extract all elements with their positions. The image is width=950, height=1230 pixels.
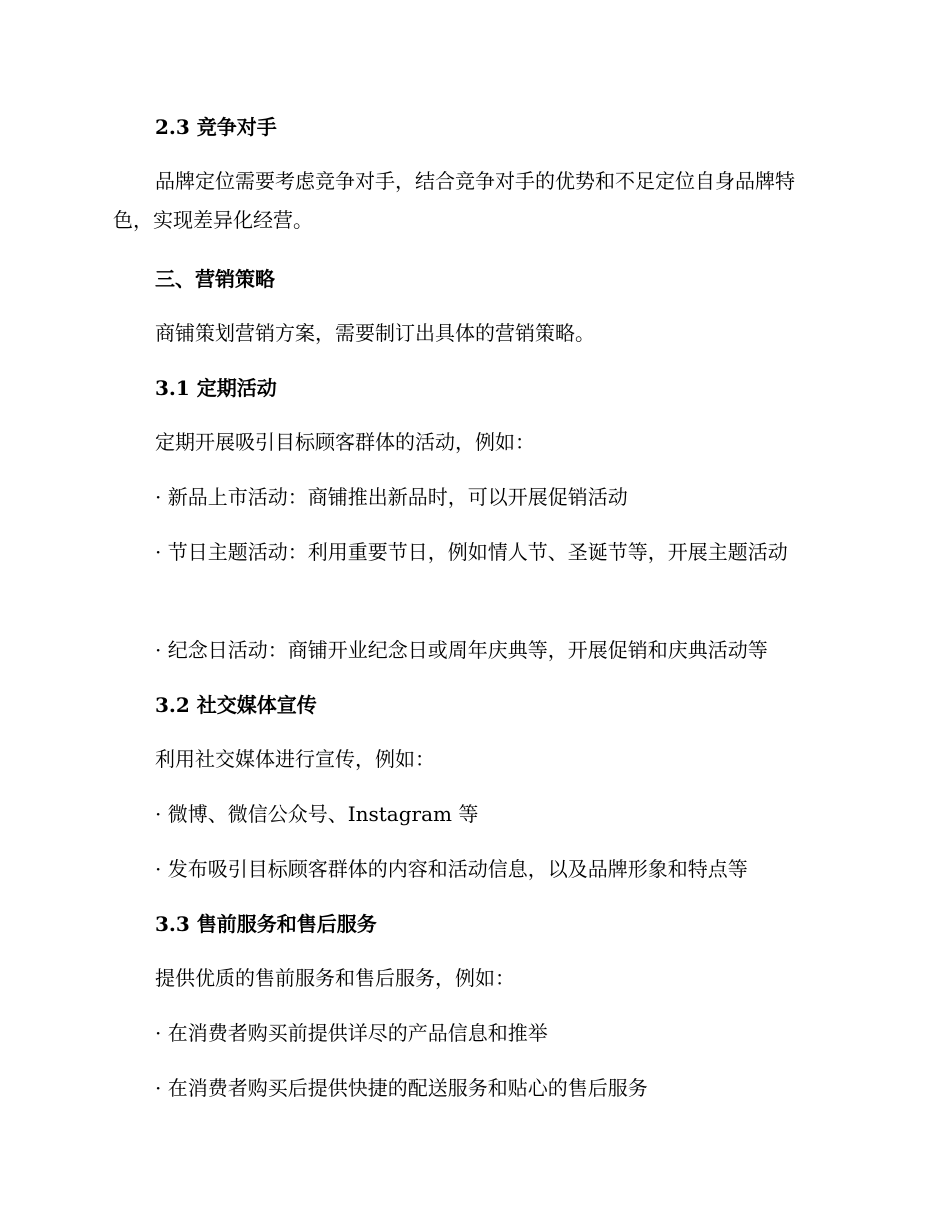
bullet-after-sale: · 在消费者购买后提供快捷的配送服务和贴心的售后服务 [155, 1076, 648, 1100]
bullet-platforms: · 微博、微信公众号、Instagram 等 [155, 802, 479, 826]
section-heading-3-1: 3.1 定期活动 [155, 376, 277, 400]
bullet-content: · 发布吸引目标顾客群体的内容和活动信息，以及品牌形象和特点等 [155, 857, 748, 881]
paragraph-social-media: 利用社交媒体进行宣传，例如： [155, 747, 435, 771]
section-heading-3-2: 3.2 社交媒体宣传 [155, 693, 317, 717]
paragraph-marketing-intro: 商铺策划营销方案，需要制订出具体的营销策略。 [155, 321, 595, 345]
paragraph-regular-events: 定期开展吸引目标顾客群体的活动，例如： [155, 430, 535, 454]
section-heading-3-3: 3.3 售前服务和售后服务 [155, 912, 377, 936]
paragraph-competitors: 品牌定位需要考虑竞争对手，结合竞争对手的优势和不足定位自身品牌特色，实现差异化经营。 [113, 169, 795, 232]
section-heading-3: 三、营销策略 [155, 267, 275, 291]
bullet-pre-sale: · 在消费者购买前提供详尽的产品信息和推举 [155, 1021, 548, 1045]
bullet-anniversary: · 纪念日活动：商铺开业纪念日或周年庆典等，开展促销和庆典活动等 [155, 638, 768, 662]
bullet-holiday: · 节日主题活动：利用重要节日，例如情人节、圣诞节等，开展主题活动 [155, 540, 788, 564]
paragraph-services: 提供优质的售前服务和售后服务，例如： [155, 966, 515, 990]
section-heading-2-3: 2.3 竞争对手 [155, 115, 277, 139]
bullet-new-product: · 新品上市活动：商铺推出新品时，可以开展促销活动 [155, 485, 628, 509]
